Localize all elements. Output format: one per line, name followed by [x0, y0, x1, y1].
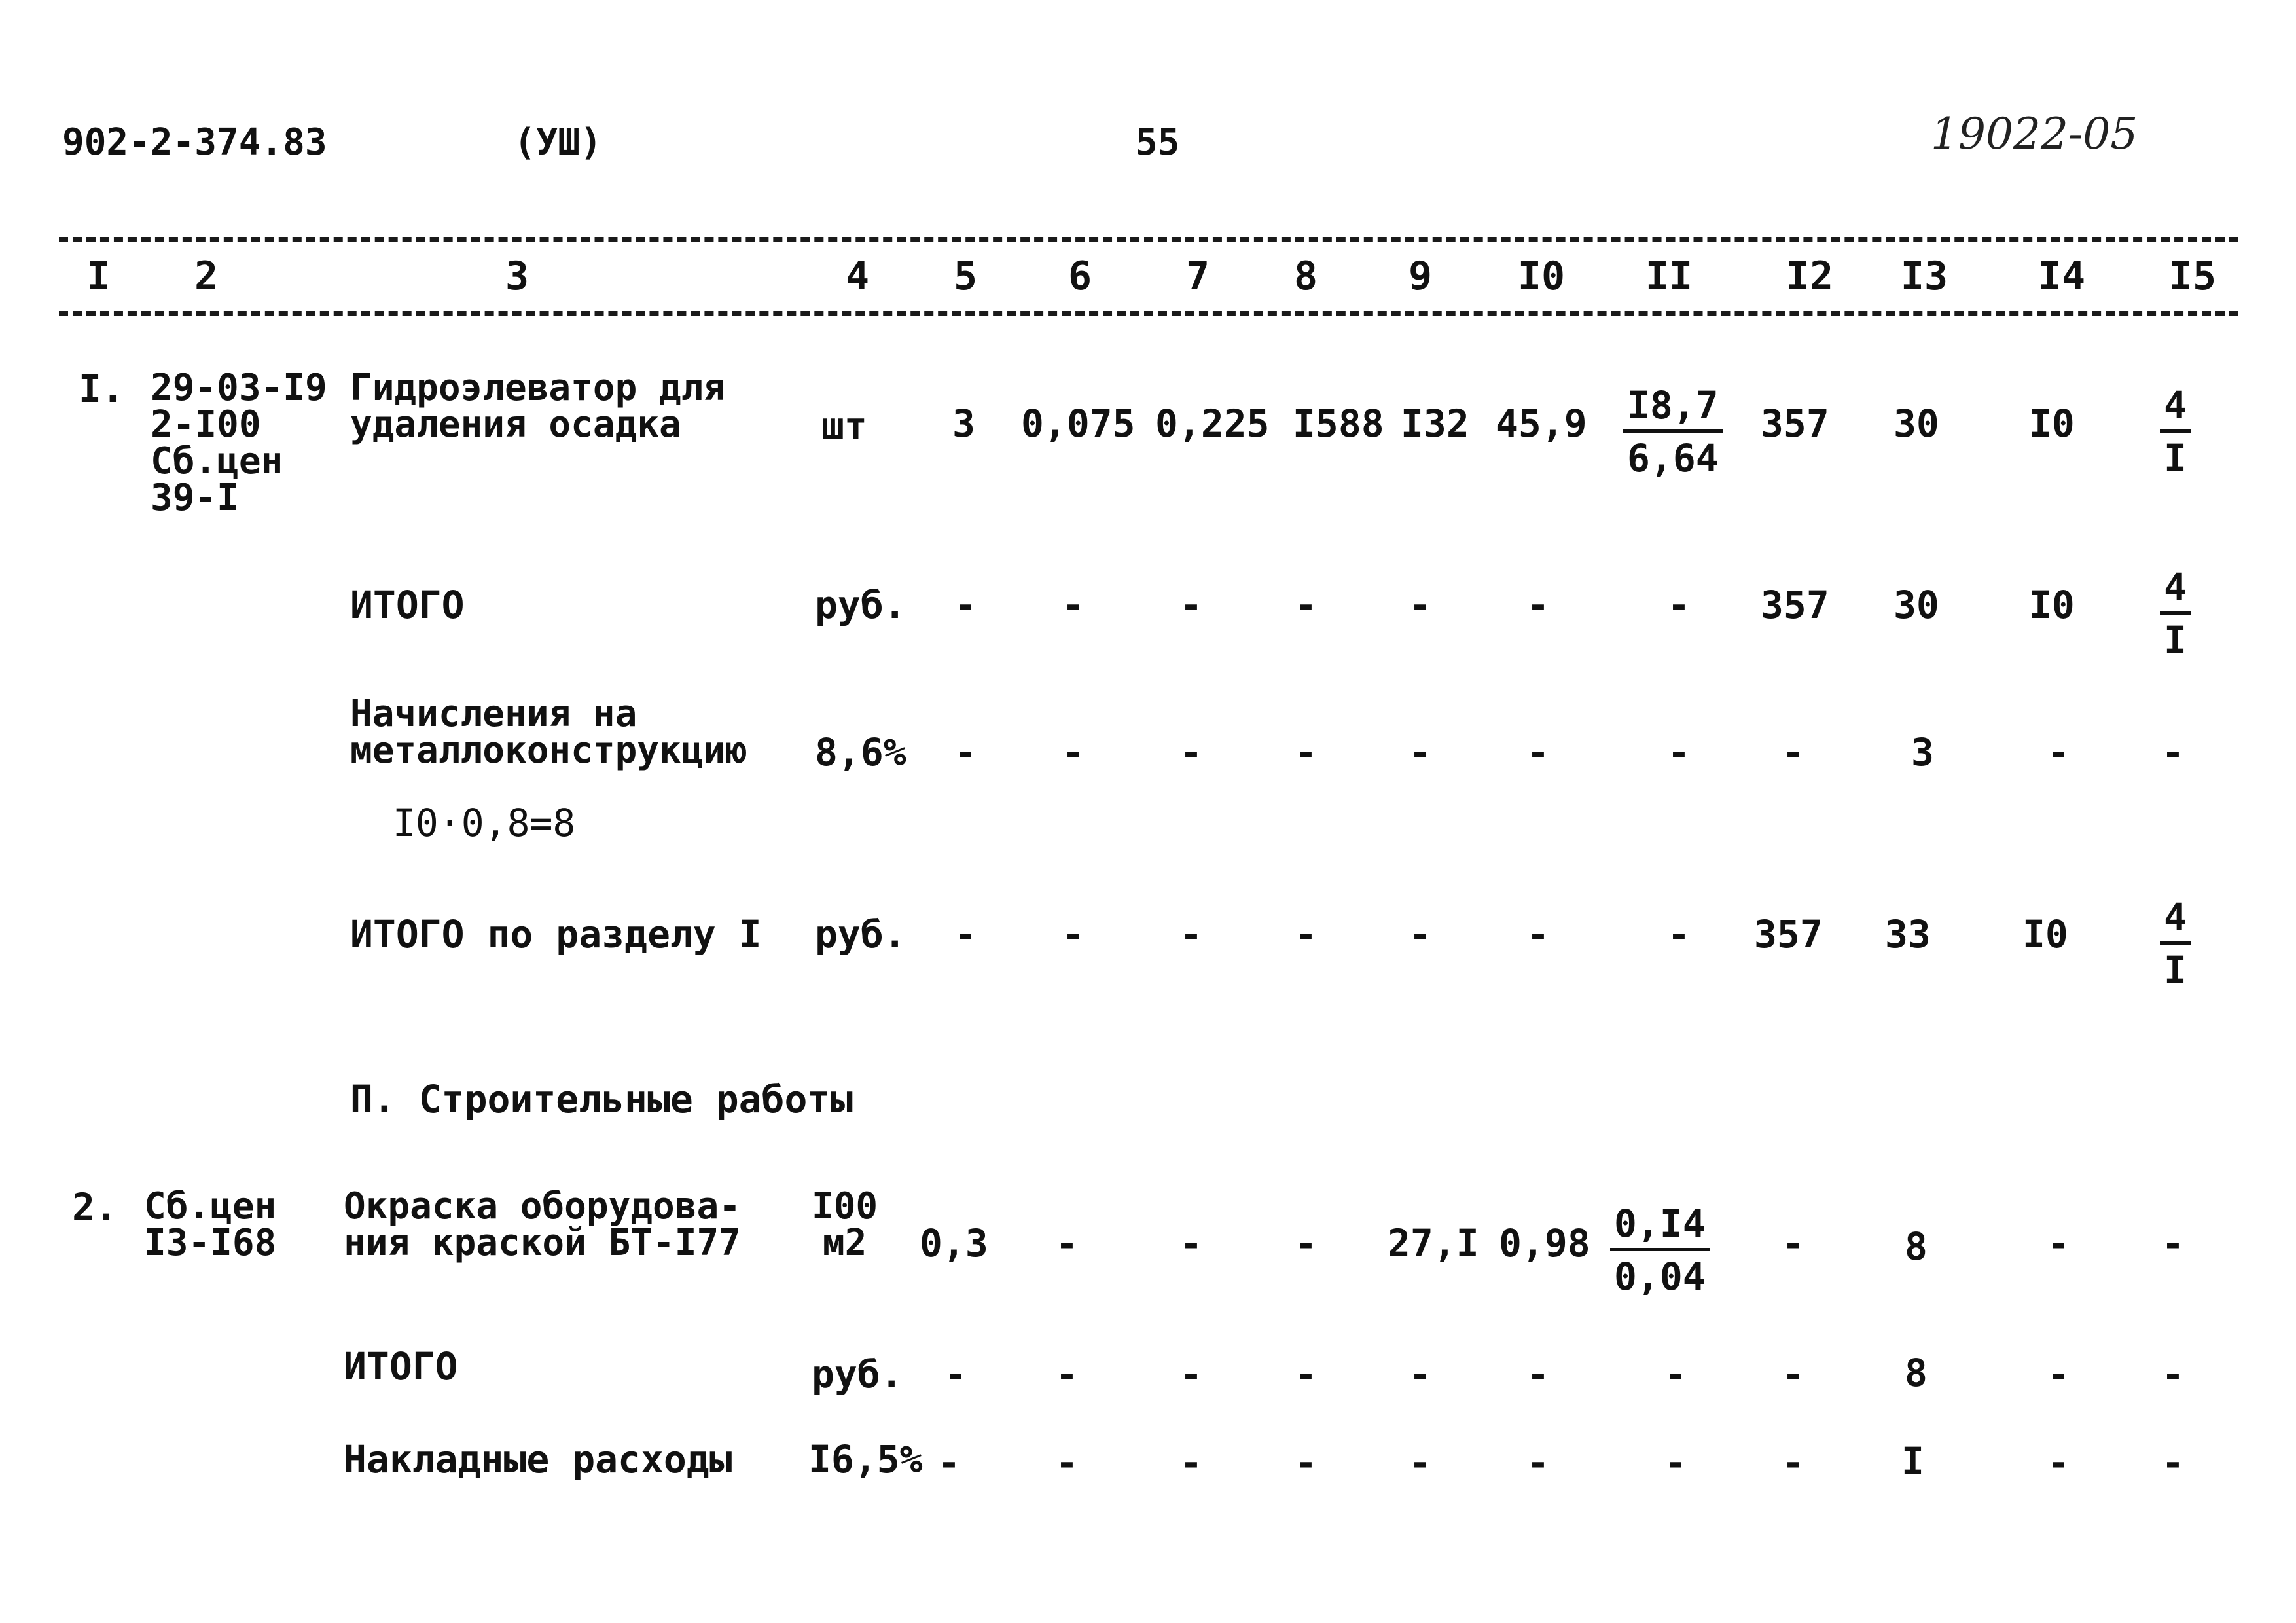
item-name	[344, 1185, 741, 1264]
col-header-14: I4	[2037, 253, 2086, 299]
cell-col14: I0	[2029, 583, 2075, 627]
dash: -	[1408, 1352, 1432, 1396]
dash: -	[1179, 1352, 1203, 1396]
dash: -	[1179, 912, 1203, 957]
cell-col9: 27,I	[1388, 1221, 1479, 1266]
dash: -	[1179, 1440, 1203, 1485]
unit-line: м2	[822, 1222, 867, 1264]
cell-col12: 357	[1754, 912, 1823, 957]
col-header-6: 6	[1067, 253, 1092, 299]
dash: -	[1408, 583, 1432, 627]
cell-col14: I0	[2022, 912, 2068, 957]
unit: руб.	[815, 583, 906, 627]
dash: -	[1179, 583, 1203, 627]
cell-col13: 30	[1893, 401, 1939, 446]
fraction-denominator: 6,64	[1627, 436, 1719, 481]
cell-col15-fraction	[2160, 383, 2191, 481]
fraction-numerator: I8,7	[1623, 386, 1723, 433]
rate: 8,6%	[815, 730, 906, 775]
dash: -	[1062, 583, 1085, 627]
dash: -	[944, 1352, 967, 1396]
dash: -	[2161, 1440, 2185, 1485]
dash: -	[1179, 730, 1203, 775]
price-code-line: 39-I	[151, 477, 239, 519]
dash: -	[1294, 912, 1318, 957]
formula: I0·0,8=8	[393, 801, 576, 845]
archive-number: 19022-05	[1931, 109, 2138, 159]
col-header-11: II	[1645, 253, 1693, 299]
price-code	[144, 1185, 277, 1264]
row-label	[350, 693, 747, 772]
dash: -	[1526, 1440, 1550, 1485]
dash: -	[1782, 1221, 1805, 1266]
dash: -	[937, 1440, 961, 1485]
price-code-line: Сб.цен	[151, 440, 283, 483]
fraction-numerator: 0,I4	[1610, 1205, 1710, 1251]
col-header-10: I0	[1517, 253, 1566, 299]
price-code-line: 29-03-I9	[151, 367, 327, 409]
cell-col13: 3	[1911, 730, 1934, 775]
cell-col14: I0	[2029, 401, 2075, 446]
dash: -	[2047, 1352, 2070, 1396]
price-code-line: 2-I00	[151, 403, 261, 446]
col-header-12: I2	[1785, 253, 1834, 299]
dash: -	[2047, 1440, 2070, 1485]
cell-col13: 8	[1905, 1224, 1928, 1269]
dash: -	[2161, 1352, 2185, 1396]
unit	[812, 1185, 878, 1264]
dash: -	[954, 730, 977, 775]
dash: -	[2161, 730, 2185, 775]
col-header-9: 9	[1408, 253, 1433, 299]
dash: -	[1055, 1440, 1079, 1485]
dash: -	[1782, 1352, 1805, 1396]
cell-quantity: 3	[952, 401, 975, 446]
dash: -	[1526, 730, 1550, 775]
dash: -	[1062, 912, 1085, 957]
cell-col13: 33	[1885, 912, 1931, 957]
dash: -	[2161, 1221, 2185, 1266]
row-label: ИТОГО по разделу I	[350, 912, 762, 957]
price-code-line: Сб.цен	[144, 1185, 277, 1228]
cell-col13: 30	[1893, 583, 1939, 627]
dash: -	[954, 912, 977, 957]
cell-quantity: 0,3	[920, 1221, 988, 1266]
price-code-line: I3-I68	[144, 1222, 277, 1264]
cell-col11-fraction	[1623, 383, 1723, 481]
row-number: 2.	[72, 1185, 118, 1230]
item-name-line: ния краской БТ-I77	[344, 1222, 741, 1264]
dash: -	[1664, 1352, 1687, 1396]
fraction-numerator: 4	[2160, 386, 2191, 433]
dash: -	[1294, 1440, 1318, 1485]
dash: -	[1055, 1221, 1079, 1266]
dash: -	[2047, 1221, 2070, 1266]
fraction-denominator: I	[2164, 618, 2187, 663]
section-title: П. Строительные работы	[350, 1077, 853, 1122]
cell-col6: 0,075	[1021, 401, 1136, 446]
item-name	[350, 367, 726, 446]
dash: -	[2047, 730, 2070, 775]
dash: -	[1526, 583, 1550, 627]
item-name-line: Гидроэлеватор для	[350, 367, 726, 409]
dash: -	[1667, 730, 1691, 775]
col-header-8: 8	[1293, 253, 1318, 299]
cell-col15-fraction	[2160, 565, 2191, 663]
cell-col8: I588	[1293, 401, 1384, 446]
dash: -	[1408, 730, 1432, 775]
dash: -	[1526, 912, 1550, 957]
col-header-1: I	[86, 253, 111, 299]
dash: -	[1408, 1440, 1432, 1485]
cell-col9: I32	[1401, 401, 1469, 446]
cell-col10: 0,98	[1499, 1221, 1590, 1266]
fraction-denominator: I	[2164, 948, 2187, 993]
dash: -	[1667, 583, 1691, 627]
col-header-13: I3	[1900, 253, 1948, 299]
dash: -	[1294, 583, 1318, 627]
fraction-numerator: 4	[2160, 568, 2191, 615]
document-code: 902-2-374.83	[62, 121, 327, 164]
cell-col7: 0,225	[1155, 401, 1270, 446]
price-code	[151, 367, 327, 519]
fraction-denominator: 0,04	[1614, 1254, 1706, 1299]
cell-col15-fraction	[2160, 895, 2191, 993]
row-label: ИТОГО	[344, 1344, 458, 1389]
dash: -	[1294, 730, 1318, 775]
cell-col12: 357	[1761, 583, 1829, 627]
fraction-numerator: 4	[2160, 898, 2191, 945]
cell-col13: I	[1901, 1439, 1924, 1484]
row-label: ИТОГО	[350, 583, 465, 627]
row-label-line: металлоконструкцию	[350, 729, 747, 772]
cell-col13: 8	[1905, 1351, 1928, 1395]
header-top-rule	[59, 237, 2238, 242]
dash: -	[1062, 730, 1085, 775]
volume-number: (УШ)	[514, 121, 602, 164]
header-bottom-rule	[59, 311, 2238, 316]
col-header-2: 2	[194, 253, 219, 299]
unit: руб.	[812, 1352, 903, 1396]
unit: шт	[821, 404, 867, 448]
row-number: I.	[79, 367, 124, 411]
page-number: 55	[1136, 121, 1180, 164]
dash: -	[1055, 1352, 1079, 1396]
dash: -	[1179, 1221, 1203, 1266]
dash: -	[1782, 730, 1805, 775]
fraction-denominator: I	[2164, 436, 2187, 481]
col-header-3: 3	[505, 253, 529, 299]
cell-col10: 45,9	[1496, 401, 1587, 446]
unit: руб.	[815, 912, 906, 957]
col-header-4: 4	[845, 253, 870, 299]
col-header-7: 7	[1185, 253, 1210, 299]
cell-col11-fraction	[1610, 1201, 1710, 1299]
dash: -	[1526, 1352, 1550, 1396]
dash: -	[954, 583, 977, 627]
unit-line: I00	[812, 1185, 878, 1228]
col-header-5: 5	[953, 253, 978, 299]
item-name-line: удаления осадка	[350, 403, 681, 446]
dash: -	[1667, 912, 1691, 957]
dash: -	[1408, 912, 1432, 957]
row-label-line: Начисления на	[350, 693, 637, 735]
cell-col12: 357	[1761, 401, 1829, 446]
rate: I6,5%	[808, 1437, 923, 1482]
row-label: Накладные расходы	[344, 1437, 732, 1482]
dash: -	[1294, 1221, 1318, 1266]
col-header-15: I5	[2168, 253, 2217, 299]
item-name-line: Окраска оборудова-	[344, 1185, 741, 1228]
dash: -	[1294, 1352, 1318, 1396]
dash: -	[1664, 1440, 1687, 1485]
dash: -	[1782, 1440, 1805, 1485]
